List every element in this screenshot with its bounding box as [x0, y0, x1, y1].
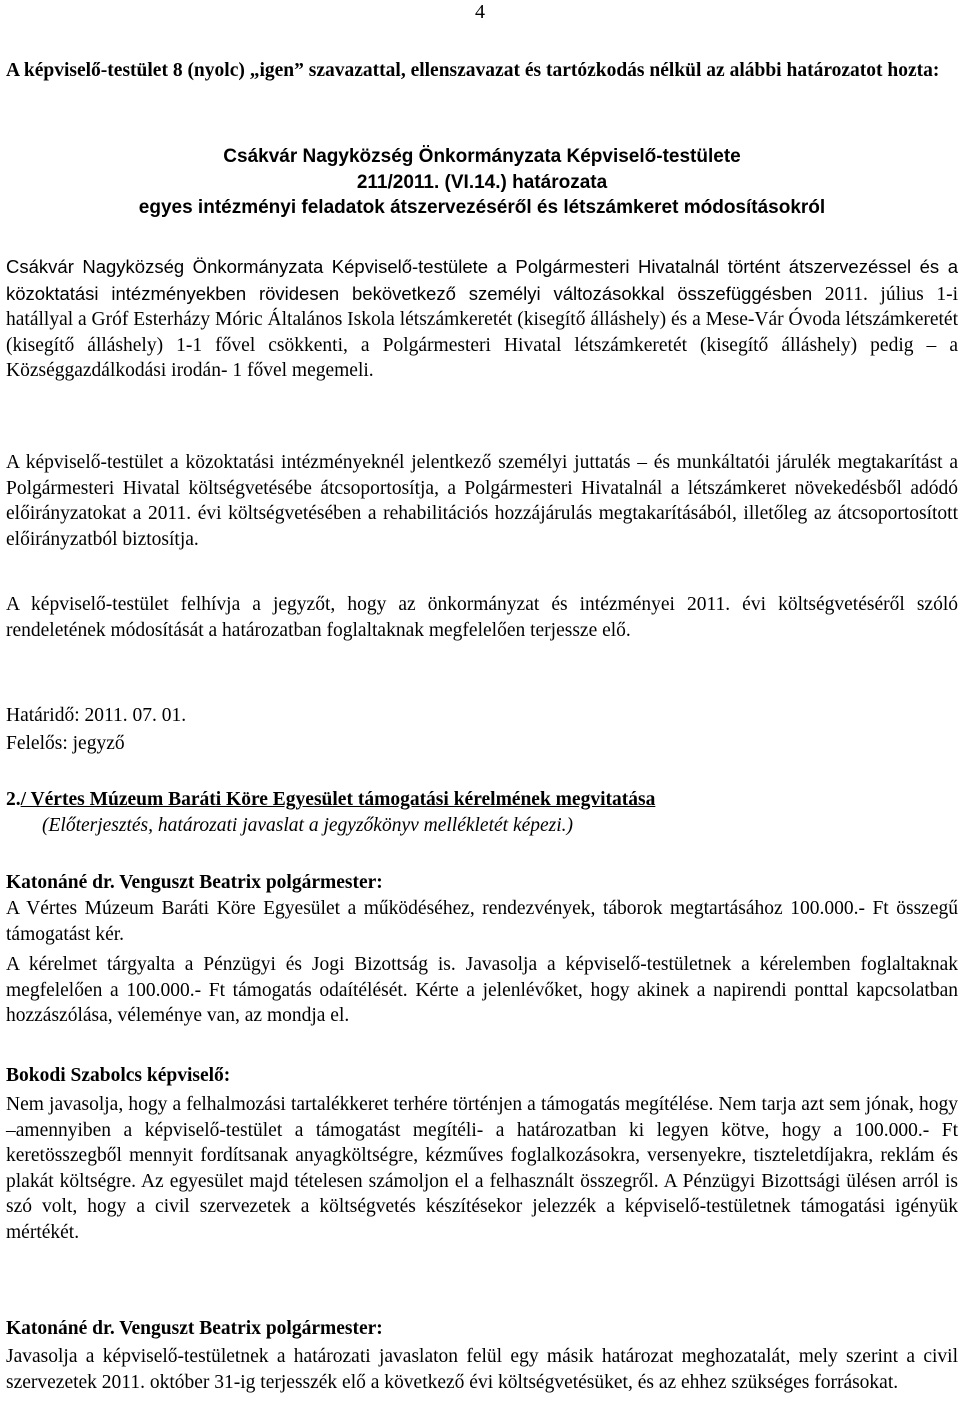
page-number: 4	[475, 1, 485, 23]
resolution-paragraph-3: A képviselő-testület felhívja a jegyzőt, hogy az önkormányzat és intézményei 2011. évi költségvetéséről szóló rendeletének módosítását a határozatban foglaltaknak megfelelően terjessze elő.	[6, 594, 958, 641]
speaker-name: Katonáné dr. Venguszt Beatrix polgármester:	[6, 872, 383, 893]
speaker-text: Javasolja a képviselő-testületnek a határozati javaslaton felül egy másik határozat meghozatalát, mely szerint a civil szervezetek 2011. október 31-ig terjesszék elő a következő évi költségvetésüket, és az ehhez szükséges forrásokat.	[6, 1346, 958, 1393]
paragraph-1-sans-part: Csákvár Nagyközség Önkormányzata Képviselő-testülete a Polgármesteri Hivatalnál történt átszervezéssel és a közoktatási intézményekben rövidesen bekövetkező személyi változásokkal összefüggésben	[6, 256, 958, 304]
speaker-text: A Vértes Múzeum Baráti Köre Egyesület a működéséhez, rendezvények, táborok megtartásához 100.000.- Ft összegű támogatást kér.	[6, 898, 958, 945]
resolution-paragraph-1	[6, 254, 958, 384]
agenda-title-text: / Vértes Múzeum Baráti Köre Egyesület támogatási kérelmének megvitatása	[20, 789, 656, 810]
agenda-number: 2.	[6, 789, 21, 810]
resolution-body: Csákvár Nagyközség Önkormányzata Képviselő-testülete	[223, 146, 741, 167]
deadline: Határidő: 2011. 07. 01.	[6, 705, 187, 726]
speaker-text: Nem javasolja, hogy a felhalmozási tartalékkeret terhére történjen a támogatás megítélése. Nem tarja azt sem jónak, hogy –amennyiben a képviselő-testület a támogatást megítéli- a határozatban ki legyen kötve, hogy a 100.000.- Ft keretösszegből mennyit fordítsanak anyagköltségre, kézműves foglalkozásokra, versenyekre, tiszteletdíjakra, reklám és plakát költségre. Az egyesület majd tételesen számoljon el a felhasznált összegről. A Pénzügyi Bizottsági ülésen arról is szó volt, hogy a civil szervezetek a költségvetés készítésekor jelezzék a képviselő-testületnek támogatási igényük mértékét.	[6, 1094, 958, 1243]
responsible: Felelős: jegyző	[6, 733, 125, 754]
speaker-name: Bokodi Szabolcs képviselő:	[6, 1065, 231, 1086]
agenda-title	[6, 787, 958, 813]
paragraph-1-serif-part: 2011. július 1-i hatállyal a Gróf Esterházy Móric Általános Iskola létszámkeretét (kisegítő álláshely) és a Mese-Vár Óvoda létszámkeretét (kisegítő álláshely) 1-1 fővel csökkenti, a Polgármesteri Hivatal létszámkeretét (kisegítő álláshely) pedig – a Községgazdálkodási irodán- 1 fővel megemeli.	[6, 283, 958, 382]
resolution-number: 211/2011. (VI.14.) határozata	[356, 171, 608, 193]
speaker-text: A kérelmet tárgyalta a Pénzügyi és Jogi Bizottság is. Javasolja a képviselő-testületnek a kérelemben foglaltaknak megfelelően a 100.000.- Ft támogatás odaítélését. Kérte a jelenlévőket, hogy akinek a napirendi ponttal kapcsolatban hozzászólása, véleménye van, az mondja el.	[6, 954, 958, 1027]
resolution-heading	[6, 144, 958, 221]
speaker-name: Katonáné dr. Venguszt Beatrix polgármester:	[6, 1318, 383, 1339]
resolution-subject: egyes intézményi feladatok átszervezéséről és létszámkeret módosításokról	[138, 197, 826, 219]
vote-statement: A képviselő-testület 8 (nyolc) „igen” szavazattal, ellenszavazat és tartózkodás nélkül az alábbi határozatot hozta:	[6, 60, 940, 81]
agenda-note: (Előterjesztés, határozati javaslat a jegyzőkönyv mellékletét képezi.)	[42, 815, 574, 836]
resolution-paragraph-2: A képviselő-testület a közoktatási intézményeknél jelentkező személyi juttatás – és munkáltatói járulék megtakarítást a Polgármesteri Hivatal költségvetésébe átcsoportosítja, a Polgármesteri Hivatalnál a létszámkeret növekedésből adódó előirányzatokat a 2011. évi költségvetésében a rehabilitációs hozzájárulás megtakarításából, illetőleg az átcsoportosított előirányzatból biztosítja.	[6, 452, 958, 550]
